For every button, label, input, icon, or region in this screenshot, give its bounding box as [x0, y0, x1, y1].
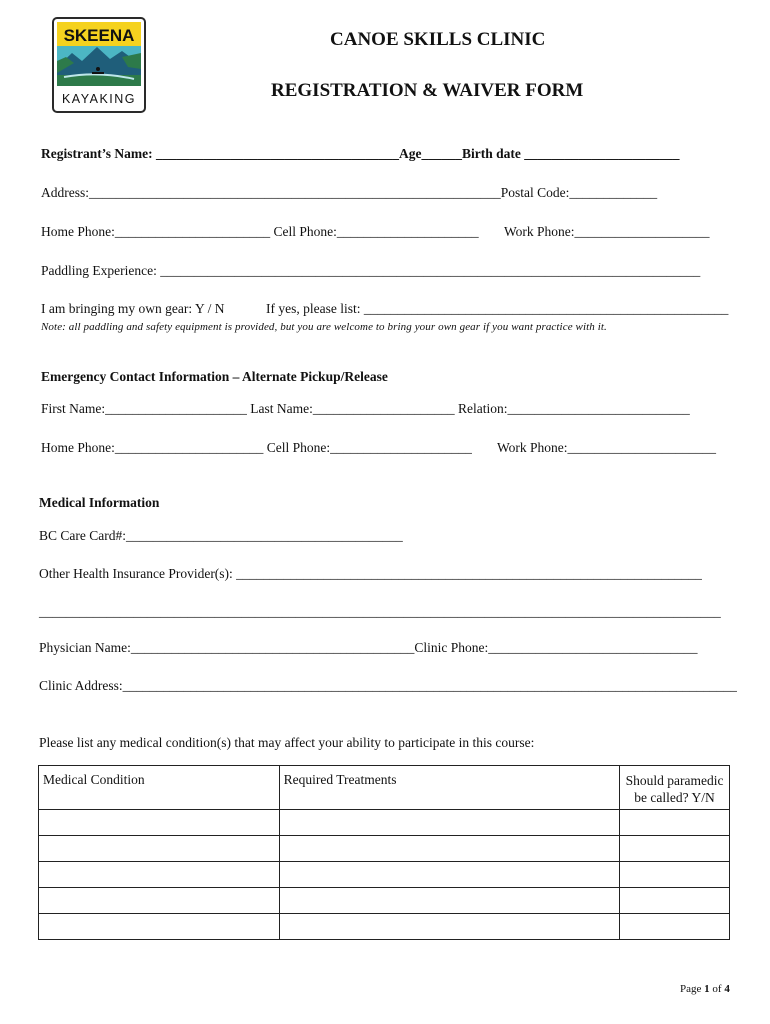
paramedic-cell[interactable] — [620, 914, 730, 940]
table-row — [39, 914, 730, 940]
care-card-line[interactable]: BC Care Card#:_________________________________________ — [39, 528, 403, 543]
medical-heading: Medical Information — [39, 495, 160, 510]
clinic-address-line[interactable]: Clinic Address:___________________________________________________________________________________________ — [39, 678, 737, 693]
condition-cell[interactable] — [39, 836, 280, 862]
emergency-name-line[interactable]: First Name:_____________________ Last Name:_____________________ Relation:___________________________ — [41, 401, 690, 416]
page-current: 1 — [704, 983, 710, 995]
medical-conditions-table — [38, 765, 730, 940]
gear-question[interactable]: I am bringing my own gear: Y / N — [41, 301, 225, 316]
page-prefix: Page — [680, 983, 705, 995]
paramedic-cell[interactable] — [620, 810, 730, 836]
insurance-line[interactable]: Other Health Insurance Provider(s): _____________________________________________________________________ — [39, 566, 702, 581]
table-row — [39, 836, 730, 862]
paramedic-cell[interactable] — [620, 862, 730, 888]
emergency-work-phone-line[interactable]: Work Phone:______________________ — [497, 440, 717, 455]
skeena-kayaking-logo — [52, 17, 146, 113]
table-header-row — [39, 766, 730, 810]
condition-cell[interactable] — [39, 914, 280, 940]
condition-cell[interactable] — [39, 862, 280, 888]
page-number — [680, 983, 730, 995]
insurance-blank-line[interactable]: _____________________________________________________________________________________________________ — [39, 604, 721, 619]
registrant-phone-line[interactable]: Home Phone:_______________________ Cell Phone:_____________________ — [41, 224, 479, 239]
physician-line[interactable]: Physician Name:__________________________________________Clinic Phone:_______________________________ — [39, 640, 698, 655]
gear-list-line[interactable]: If yes, please list: ______________________________________________________ — [266, 301, 729, 316]
header-medical-condition: Medical Condition — [39, 766, 280, 810]
page-mid: of — [709, 983, 725, 995]
page-total: 4 — [724, 983, 730, 995]
paramedic-cell[interactable] — [620, 888, 730, 914]
registrant-name-line[interactable]: Registrant’s Name: ____________________________________Age______Birth date _______________________ — [41, 146, 680, 161]
form-subtitle: REGISTRATION & WAIVER FORM — [271, 80, 584, 101]
emergency-heading: Emergency Contact Information – Alternate Pickup/Release — [41, 369, 388, 384]
logo-graphic — [52, 17, 146, 113]
address-line[interactable]: Address:_____________________________________________________________Postal Code:_____________ — [41, 185, 658, 200]
condition-cell[interactable] — [39, 810, 280, 836]
treatment-cell[interactable] — [279, 888, 619, 914]
treatment-cell[interactable] — [279, 810, 619, 836]
treatment-cell[interactable] — [279, 836, 619, 862]
table-row — [39, 862, 730, 888]
form-title: CANOE SKILLS CLINIC — [330, 29, 546, 50]
logo-top-text: SKEENA — [63, 26, 135, 45]
table-row — [39, 888, 730, 914]
condition-cell[interactable] — [39, 888, 280, 914]
header-required-treatments: Required Treatments — [279, 766, 619, 810]
conditions-prompt: Please list any medical condition(s) that may affect your ability to participate in this course: — [39, 735, 535, 750]
gear-note: Note: all paddling and safety equipment is provided, but you are welcome to bring your own gear if you want practice with it. — [41, 321, 607, 333]
logo-bottom-text: KAYAKING — [61, 92, 137, 106]
treatment-cell[interactable] — [279, 914, 619, 940]
paramedic-cell[interactable] — [620, 836, 730, 862]
treatment-cell[interactable] — [279, 862, 619, 888]
registrant-work-phone-line[interactable]: Work Phone:____________________ — [504, 224, 710, 239]
paddling-experience-line[interactable]: Paddling Experience: ________________________________________________________________________________ — [41, 263, 701, 278]
emergency-phone-line[interactable]: Home Phone:______________________ Cell Phone:_____________________ — [41, 440, 472, 455]
header-paramedic: Should paramedic be called? Y/N — [620, 766, 730, 810]
table-row — [39, 810, 730, 836]
